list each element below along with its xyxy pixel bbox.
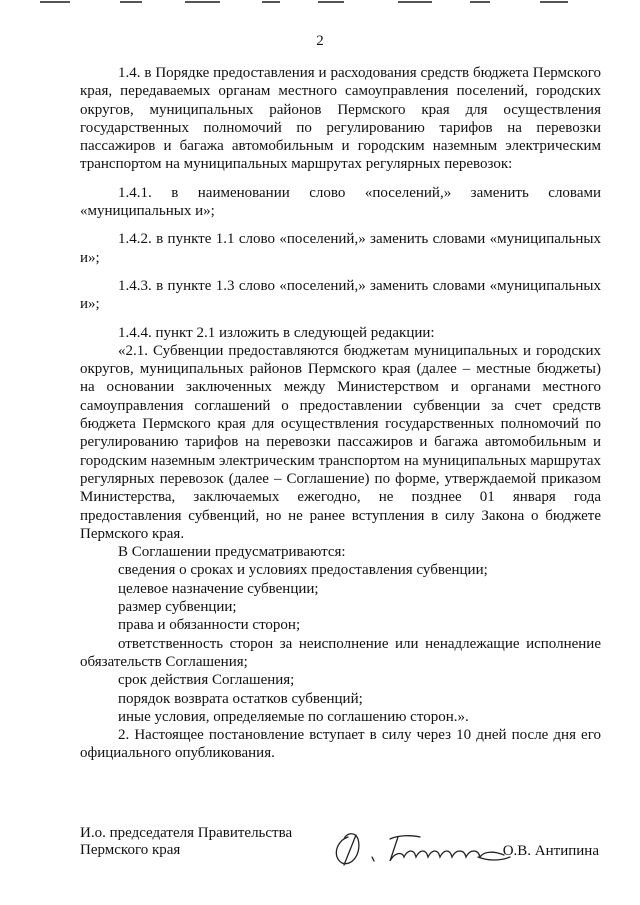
handwritten-signature [328,827,518,869]
list-item: целевое назначение субвенции; [118,580,319,597]
list-item: права и обязанности сторон; [118,617,301,634]
paragraph-1-4-2: 1.4.2. в пункте 1.1 слово «поселений,» заменить словами «муниципальных и»; [80,231,601,266]
list-item: срок действия Соглашения; [118,672,295,689]
scan-top-marks [0,0,640,6]
signatory-title-line2: Пермского края [80,842,181,858]
paragraph-2-1: «2.1. Субвенции предоставляются бюджетам муниципальных и городских округов, муниципальных районов Пермского края (далее – местные бюджеты) на основании заключенных между Министерством и органами местного самоуправления соглашений о предоставлении субвенции за счет средств бюджета Пермского края для осуществления государственных полномочий по регулированию тарифов на перевозки пассажиров и багажа автомобильным и городским наземным электрическим транспортом на муниципальных маршрутах регулярных перевозок (далее – Соглашение) по форме, утверждаемой приказом Министерства, заключаемых ежегодно, не позднее 01 января года предоставления субвенций, но не ранее вступления в силу Закона о бюджете Пермского края. [80,342,601,542]
paragraph-2: 2. Настоящее постановление вступает в силу через 10 дней после дня его официального опубликования. [80,727,601,762]
list-item: сведения о сроках и условиях предоставления субвенции; [118,562,488,579]
paragraph-1-4: 1.4. в Порядке предоставления и расходования средств бюджета Пермского края, передаваемых органам местного самоуправления поселений, городских округов, муниципальных районов Пермского края для осуществления государственных полномочий по регулированию тарифов на перевозки пассажиров и багажа автомобильным и городским наземным электрическим транспортом на муниципальных маршрутах регулярных перевозок: [80,65,601,173]
signatory-title-line1: И.о. председателя Правительства [80,825,293,841]
paragraph-1-4-4: 1.4.4. пункт 2.1 изложить в следующей редакции: [118,324,435,341]
paragraph-agreement-intro: В Соглашении предусматриваются: [118,544,346,561]
signature-block [80,825,601,875]
signatory-name: О.В. Антипина [502,843,599,859]
list-item: иные условия, определяемые по соглашению сторон.». [118,708,469,725]
paragraph-1-4-3: 1.4.3. в пункте 1.3 слово «поселений,» заменить словами «муниципальных и»; [80,277,601,313]
signatory-title [80,825,292,859]
document-body [80,64,601,763]
list-item: порядок возврата остатков субвенций; [118,690,363,707]
paragraph-1-4-1: 1.4.1. в наименовании слово «поселений,» заменить словами «муниципальных и»; [80,184,601,220]
list-item: размер субвенции; [118,599,237,616]
page-number: 2 [316,33,324,49]
list-item: ответственность сторон за неисполнение или ненадлежащие исполнение обязательств Соглашения; [80,635,601,670]
